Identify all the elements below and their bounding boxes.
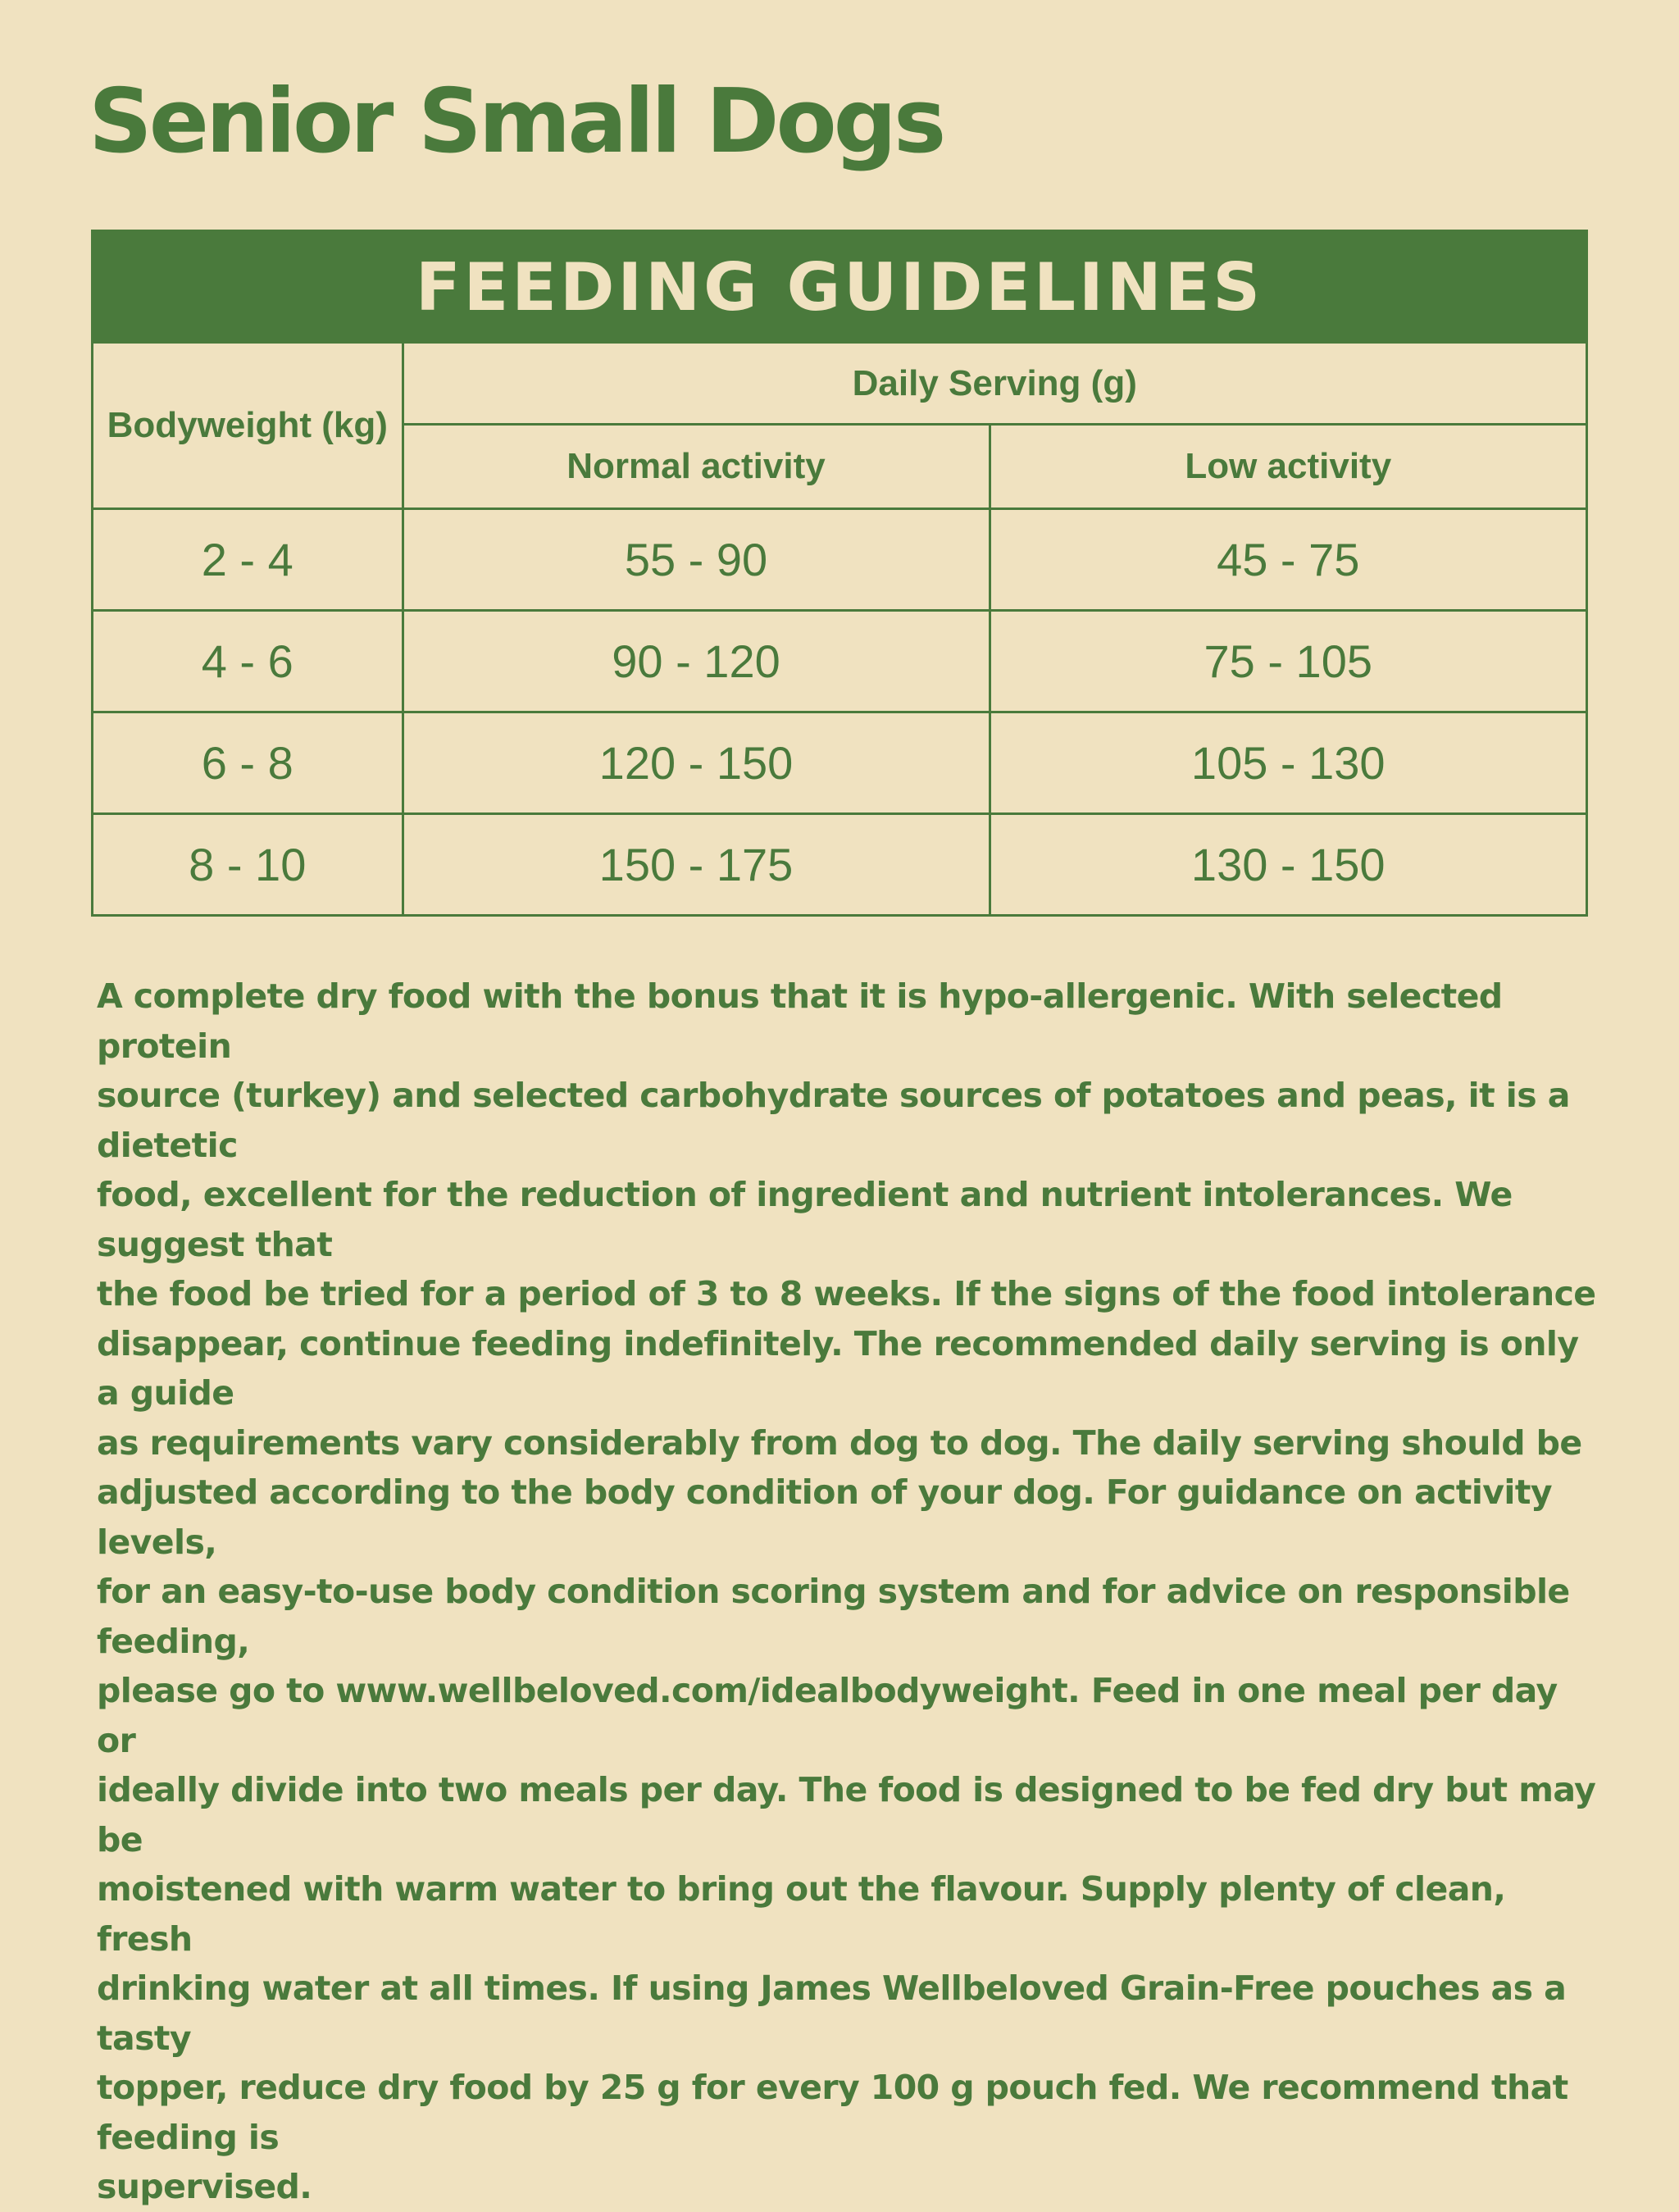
table-row — [93, 611, 1586, 712]
bodyweight-header: Bodyweight (kg) — [93, 344, 403, 509]
bodyweight-cell: 8 - 10 — [93, 814, 403, 915]
low-activity-cell: 45 - 75 — [990, 509, 1586, 611]
normal-activity-cell: 150 - 175 — [403, 814, 990, 915]
feeding-guidelines-table — [91, 230, 1588, 917]
table-row — [93, 814, 1586, 915]
low-activity-cell: 75 - 105 — [990, 611, 1586, 712]
normal-activity-cell: 90 - 120 — [403, 611, 990, 712]
serving-table — [93, 344, 1586, 914]
low-activity-cell: 130 - 150 — [990, 814, 1586, 915]
table-row — [93, 509, 1586, 611]
bodyweight-cell: 4 - 6 — [93, 611, 403, 712]
normal-activity-cell: 120 - 150 — [403, 712, 990, 814]
feeding-guidelines-heading: FEEDING GUIDELINES — [93, 232, 1586, 344]
daily-serving-header: Daily Serving (g) — [403, 344, 1586, 425]
bodyweight-cell: 2 - 4 — [93, 509, 403, 611]
table-row — [93, 712, 1586, 814]
feeding-description: A complete dry food with the bonus that it is hypo-allergenic. With selected protein source (turkey) and selected carbohydrate sources of potatoes and peas, it is a dietetic food, excellent for the reduction of ingredient and nutrient intolerances. We suggest that the food be tried for a period of 3 to 8 weeks. If the signs of the food intolerance disappear, continue feeding indefinitely. The recommended daily serving is only a guide as requirements vary considerably from dog to dog. The daily serving should be adjusted according to the body condition of your dog. For guidance on activity levels, for an easy-to-use body condition scoring system and for advice on responsible feeding, please go to www.wellbeloved.com/idealbodyweight. Feed in one meal per day or ideally divide into two meals per day. The food is designed to be fed dry but may be moistened with warm water to bring out the flavour. Supply plenty of clean, fresh drinking water at all times. If using James Wellbeloved Grain-Free pouches as a tasty topper, reduce dry food by 25 g for every 100 g pouch fed. We recommend that feeding is supervised. — [97, 976, 1596, 2206]
low-activity-header: Low activity — [990, 425, 1586, 509]
bodyweight-cell: 6 - 8 — [93, 712, 403, 814]
low-activity-cell: 105 - 130 — [990, 712, 1586, 814]
page-title: Senior Small Dogs — [89, 71, 944, 173]
normal-activity-cell: 55 - 90 — [403, 509, 990, 611]
normal-activity-header: Normal activity — [403, 425, 990, 509]
